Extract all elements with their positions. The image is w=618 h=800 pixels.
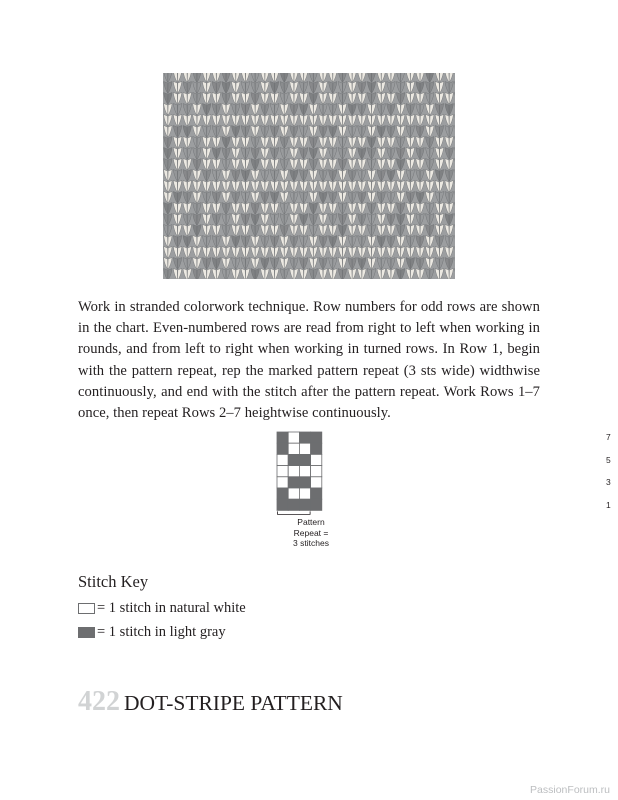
chart-cell-white	[288, 432, 299, 443]
stitch-key-title: Stitch Key	[78, 572, 149, 591]
pattern-title: DOT-STRIPE PATTERN	[124, 691, 343, 715]
key-item-gray	[78, 624, 226, 641]
key-item-white-label: = 1 stitch in natural white	[97, 600, 246, 616]
row-label-3: 3	[606, 477, 611, 487]
pattern-heading	[78, 686, 343, 718]
watermark: PassionForum.ru	[530, 784, 610, 796]
chart-cell-white	[299, 443, 310, 454]
chart-cell-white	[277, 454, 288, 465]
chart-cell-gray	[299, 477, 310, 488]
row-label-7: 7	[606, 432, 611, 442]
knitted-swatch-photo	[163, 73, 455, 279]
chart-cell-gray	[299, 454, 310, 465]
chart-cell-white	[311, 466, 322, 477]
repeat-label-line-3: 3 stitches	[293, 538, 329, 548]
chart-cell-gray	[277, 443, 288, 454]
chart-cell-white	[311, 477, 322, 488]
white-swatch-icon	[78, 603, 95, 614]
row-label-1: 1	[606, 500, 611, 510]
chart-cell-gray	[311, 443, 322, 454]
chart-cell-white	[299, 488, 310, 499]
key-item-gray-label: = 1 stitch in light gray	[97, 624, 226, 640]
pattern-number: 422	[78, 686, 120, 717]
knitted-swatch-image	[163, 73, 455, 279]
chart-cell-white	[288, 466, 299, 477]
chart-cell-gray	[299, 499, 310, 510]
row-label-5: 5	[606, 455, 611, 465]
chart-cell-gray	[277, 488, 288, 499]
chart-cell-gray	[288, 499, 299, 510]
chart-cell-gray	[277, 432, 288, 443]
repeat-label-line-2: Repeat =	[293, 527, 329, 538]
chart-cell-white	[288, 488, 299, 499]
key-item-white	[78, 600, 246, 617]
chart-cell-white	[277, 466, 288, 477]
pattern-repeat-label	[276, 517, 346, 549]
repeat-label-line-1: Pattern	[297, 517, 325, 527]
chart-cell-gray	[277, 499, 288, 510]
chart-cell-gray	[311, 432, 322, 443]
chart-cell-gray	[311, 499, 322, 510]
instructions-text: Work in stranded colorwork technique. Row numbers for odd rows are shown in the chart. Even-numbered rows are read from right to left when working in rounds, and from left to right when working in turned rows. In Row 1, begin with the pattern repeat, rep the marked pattern repeat (3 sts wide) widthwise continuously, and end with the stitch after the pattern repeat. Work Rows 1–7 once, then repeat Rows 2–7 heightwise continuously.	[78, 299, 540, 422]
chart-cell-gray	[288, 477, 299, 488]
chart-cell-white	[311, 454, 322, 465]
chart-cell-gray	[311, 488, 322, 499]
pattern-repeat-bracket	[278, 511, 311, 514]
chart-cell-white	[288, 443, 299, 454]
chart-cell-gray	[288, 454, 299, 465]
gray-swatch-icon	[78, 627, 95, 638]
chart-cell-white	[277, 477, 288, 488]
chart-cell-white	[299, 466, 310, 477]
chart-cell-gray	[299, 432, 310, 443]
